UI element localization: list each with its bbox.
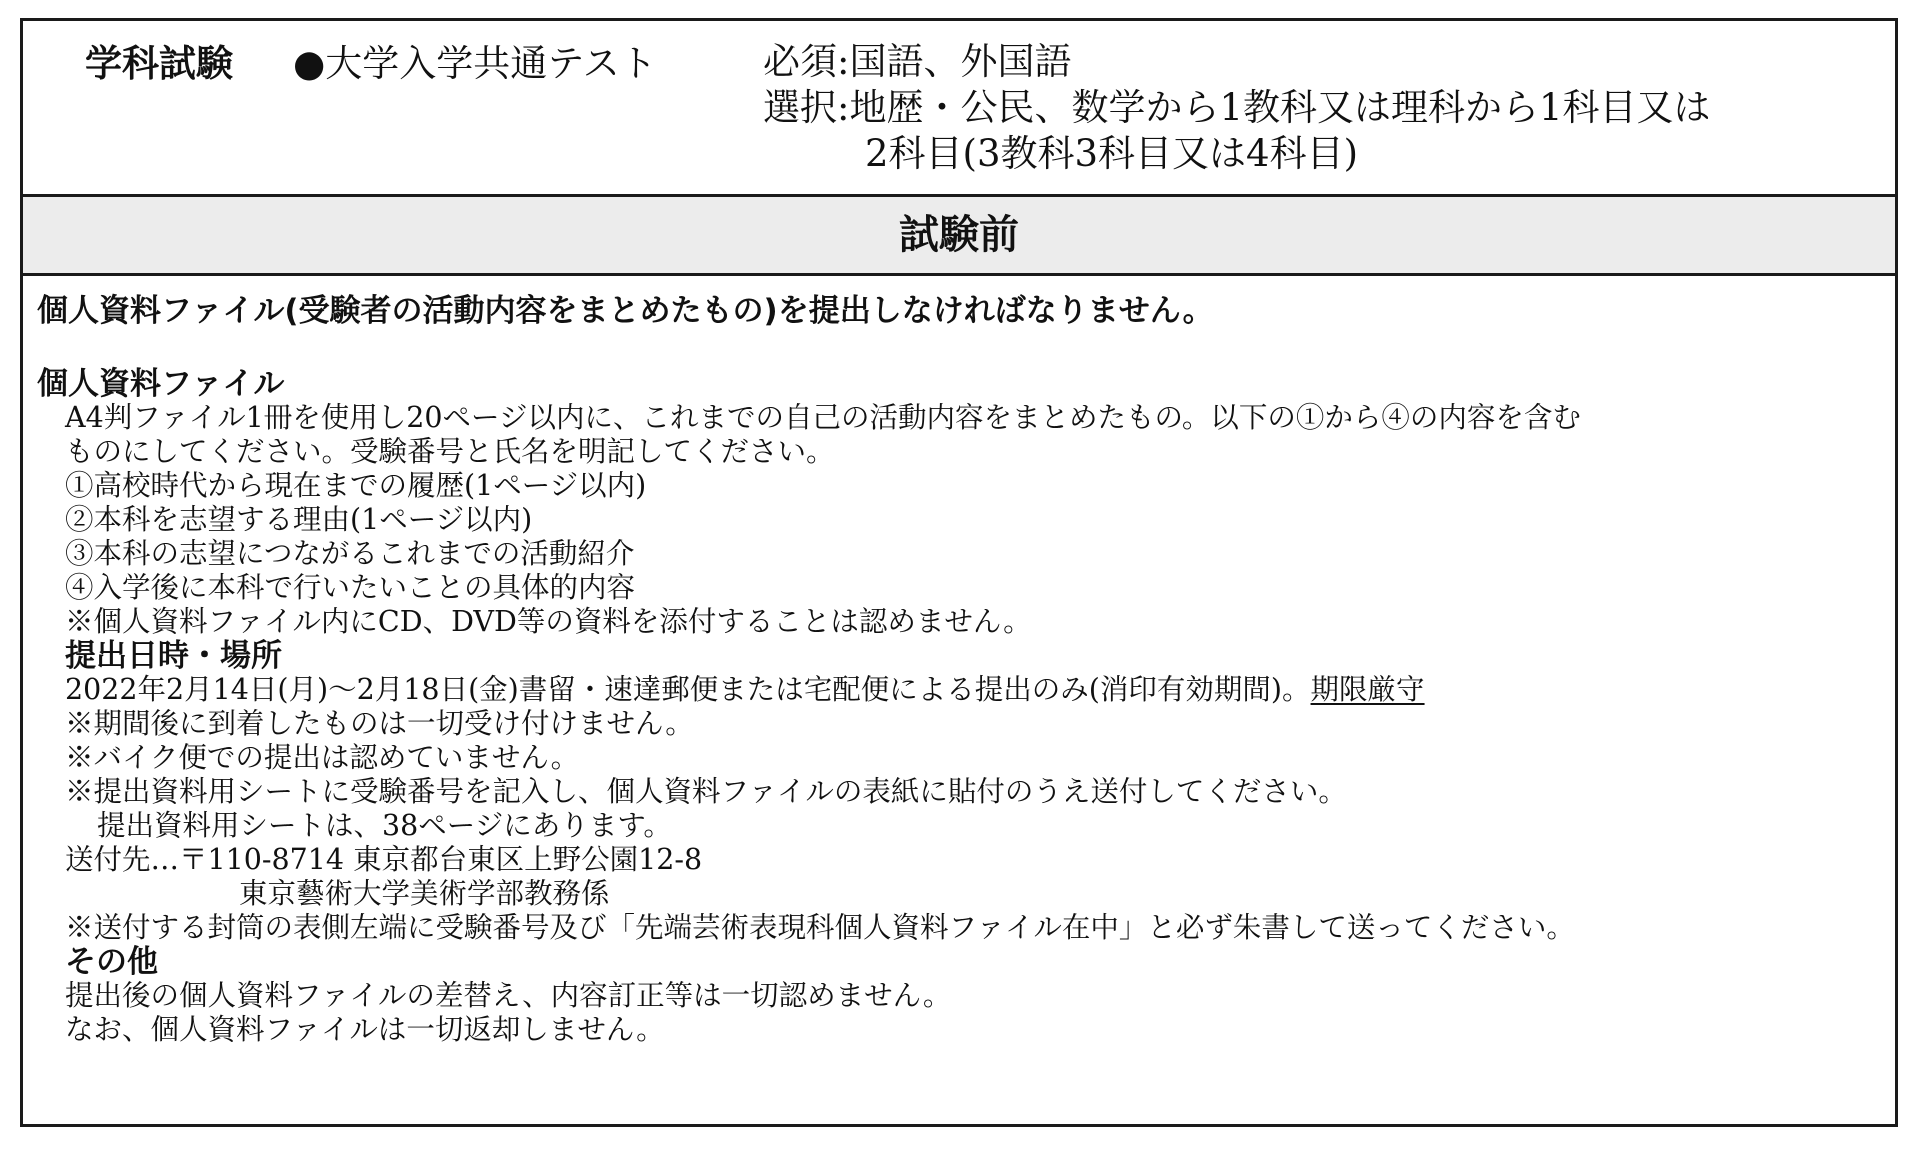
required-subjects: 必須:国語、外国語 bbox=[763, 40, 1072, 83]
section-title: 試験前 bbox=[899, 212, 1019, 258]
other-line-1: 提出後の個人資料ファイルの差替え、内容訂正等は一切認めません。 bbox=[65, 979, 952, 1012]
file-heading: 個人資料ファイル bbox=[37, 366, 285, 402]
file-description-1: A4判ファイル1冊を使用し20ページ以内に、これまでの自己の活動内容をまとめたもの。以下の①から④の内容を含む bbox=[65, 401, 1581, 434]
file-description-2: ものにしてください。受験番号と氏名を明記してください。 bbox=[65, 435, 835, 468]
other-heading: その他 bbox=[65, 944, 158, 980]
submit-note: ※バイク便での提出は認めていません。 bbox=[65, 741, 580, 774]
submit-period: 2022年2月14日(月)〜2月18日(金)書留・速達郵便または宅配便による提出のみ(消印有効期間)。 bbox=[65, 673, 1311, 706]
list-item: ③本科の志望につながるこれまでの活動紹介 bbox=[65, 537, 635, 570]
submit-period-line bbox=[37, 673, 1877, 707]
list-item: ①高校時代から現在までの履歴(1ページ以内) bbox=[65, 469, 647, 502]
elective-subjects-line1: 選択:地歴・公民、数学から1教科又は理科から1科目又は bbox=[763, 86, 1711, 129]
submit-note: ※提出資料用シートに受験番号を記入し、個人資料ファイルの表紙に貼付のうえ送付してください。 bbox=[65, 775, 1347, 808]
lead-text: 個人資料ファイル(受験者の活動内容をまとめたもの)を提出しなければなりません。 bbox=[37, 293, 1214, 329]
deadline-emphasis: 期限厳守 bbox=[1310, 673, 1425, 706]
elective-subjects-line2: 2科目(3教科3科目又は4科目) bbox=[865, 132, 1359, 175]
address-line-2: 東京藝術大学美術学部教務係 bbox=[239, 877, 610, 910]
spacer bbox=[37, 333, 1877, 367]
exam-label: 学科試験 bbox=[85, 42, 233, 85]
envelope-note: ※送付する封筒の表側左端に受験番号及び「先端芸術表現科個人資料ファイル在中」と必ず朱書して送ってください。 bbox=[65, 911, 1575, 944]
list-item: ②本科を志望する理由(1ページ以内) bbox=[65, 503, 533, 536]
list-item: ④入学後に本科で行いたいことの具体的内容 bbox=[65, 571, 636, 604]
exam-name: ●大学入学共通テスト bbox=[293, 42, 657, 85]
subject-requirements bbox=[763, 39, 1711, 177]
file-note: ※個人資料ファイル内にCD、DVD等の資料を添付することは認めません。 bbox=[65, 605, 1032, 638]
address-line-1: 送付先…〒110-8714 東京都台東区上野公園12-8 bbox=[65, 843, 703, 876]
other-line-2: なお、個人資料ファイルは一切返却しません。 bbox=[65, 1013, 665, 1046]
exam-subjects-section bbox=[23, 21, 1895, 197]
sheet-page-note: 提出資料用シートは、38ページにあります。 bbox=[97, 809, 672, 842]
submit-heading: 提出日時・場所 bbox=[65, 638, 282, 674]
info-table bbox=[20, 18, 1898, 1127]
section-body bbox=[37, 289, 1877, 1047]
section-title-band bbox=[23, 197, 1895, 276]
submit-note: ※期間後に到着したものは一切受け付けません。 bbox=[65, 707, 694, 740]
